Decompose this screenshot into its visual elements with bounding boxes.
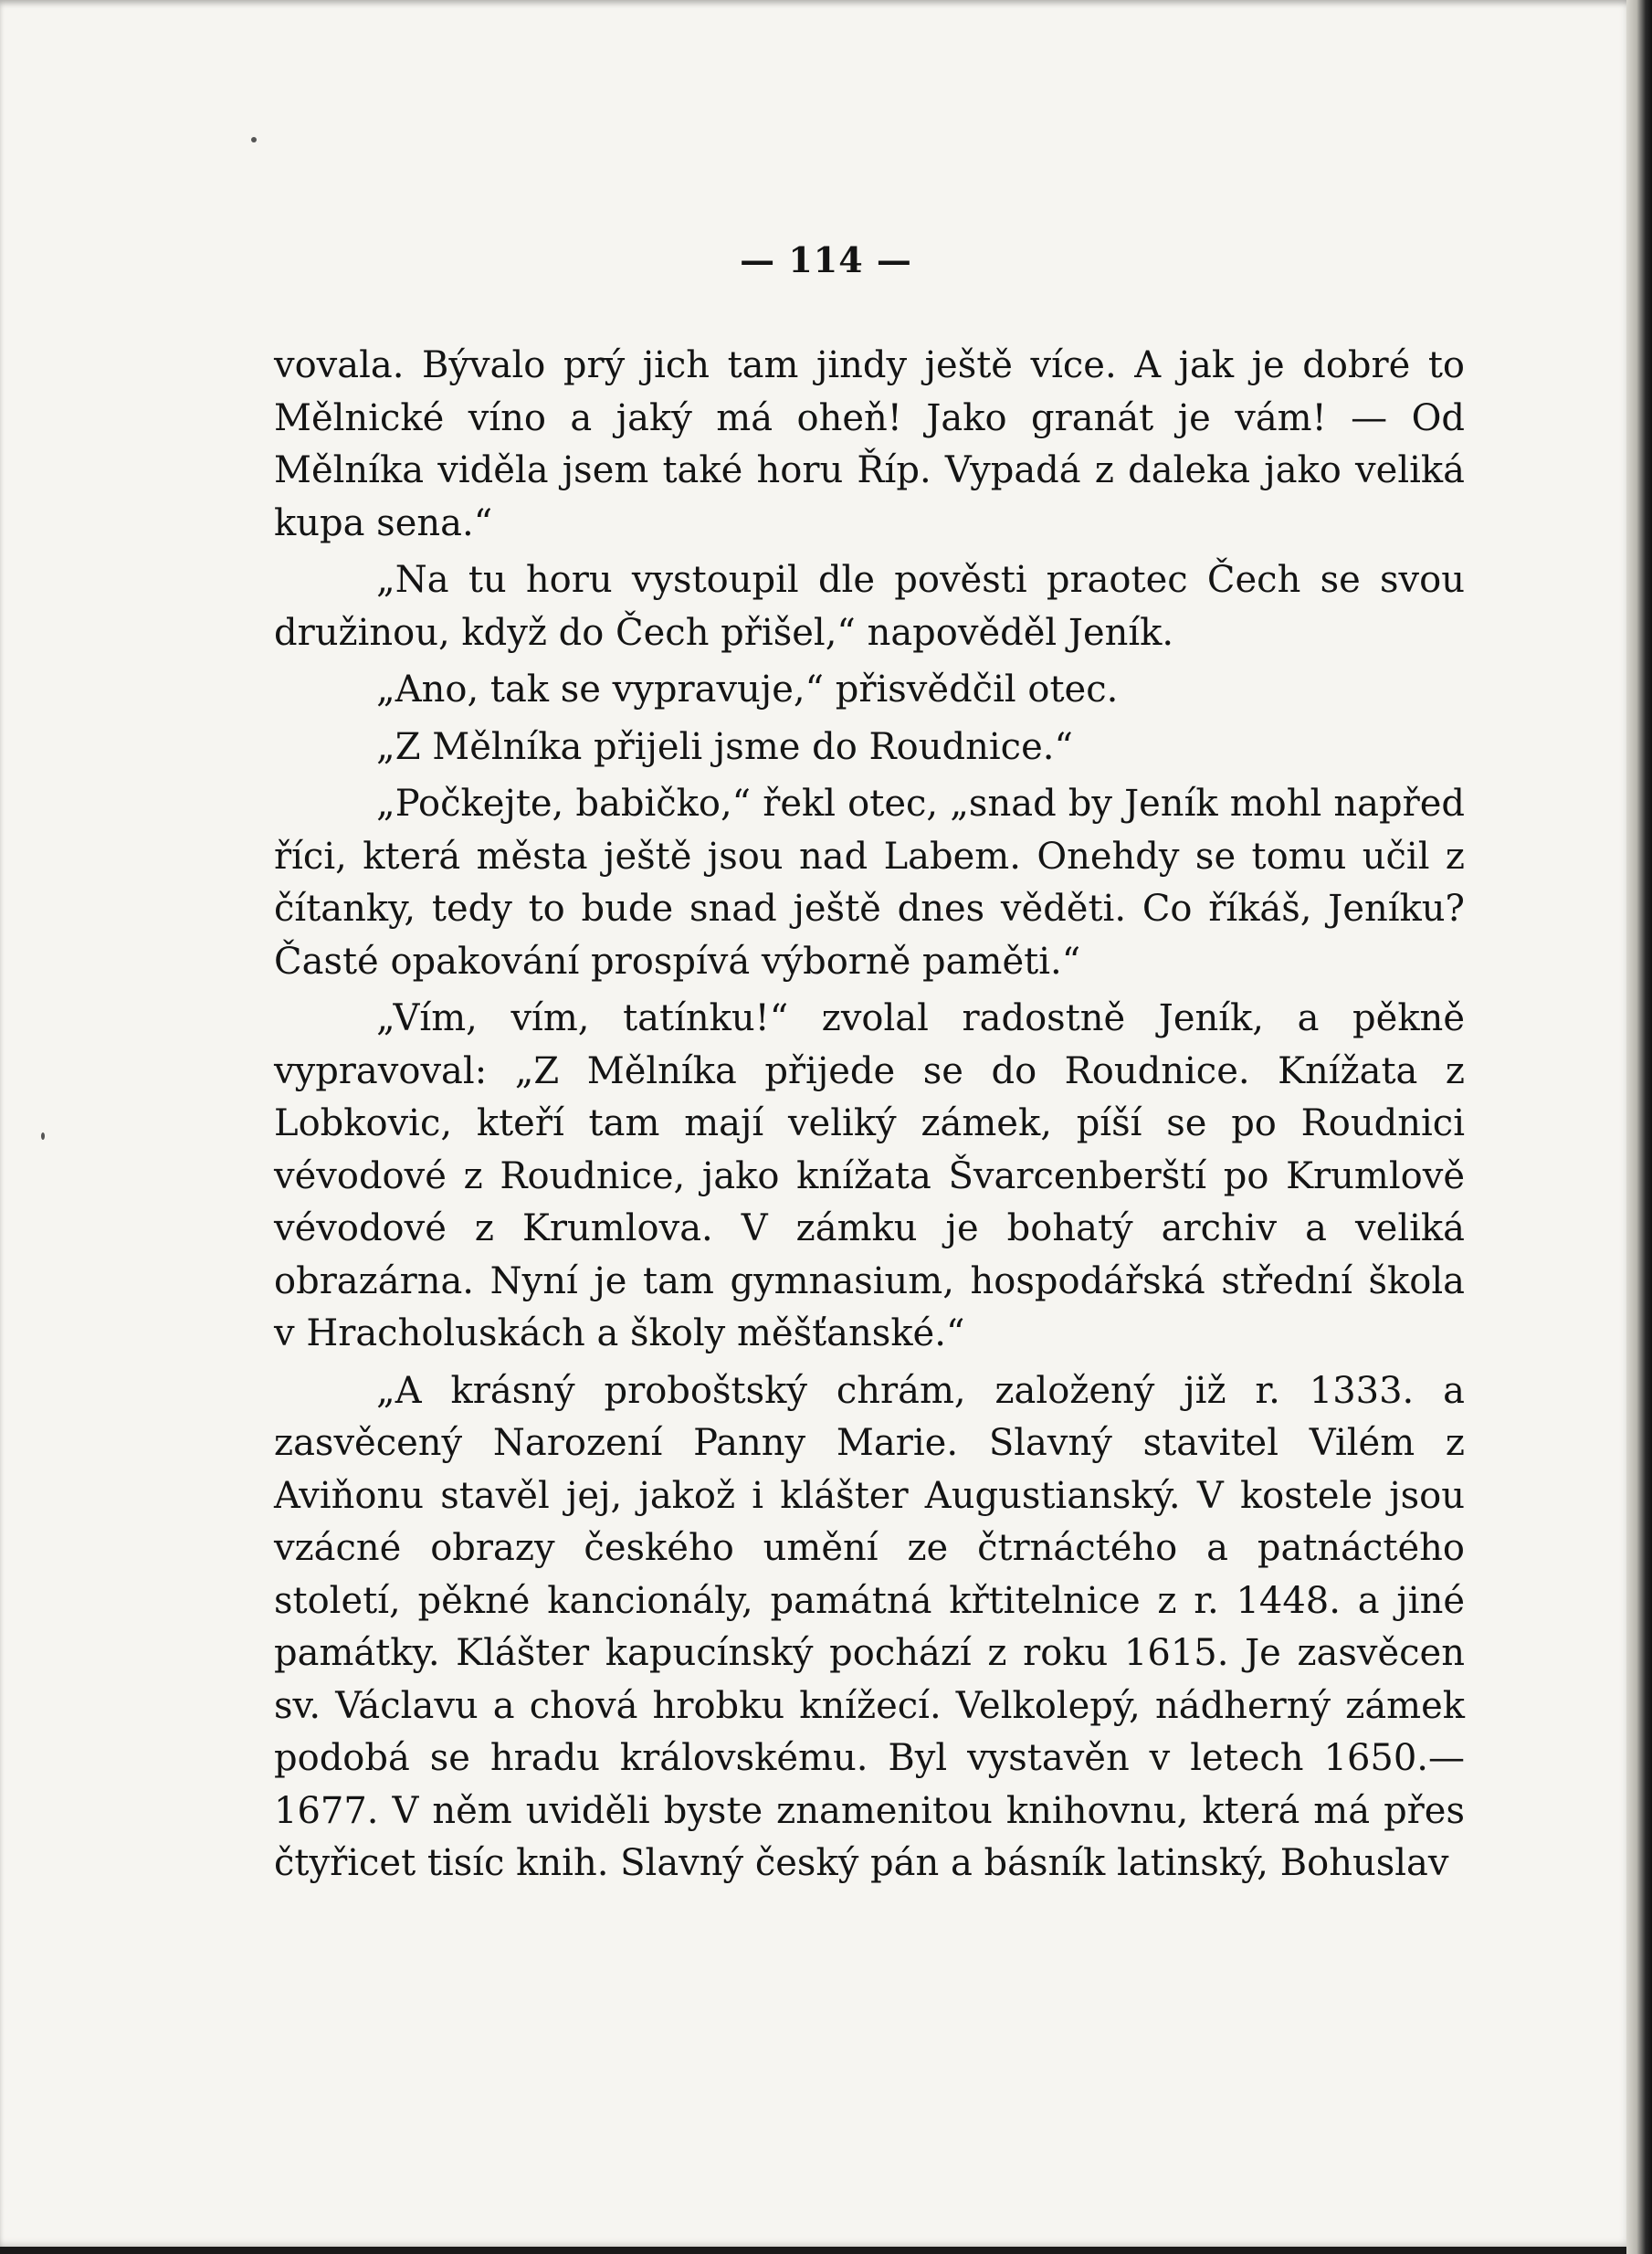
paper-speck xyxy=(251,137,257,142)
paragraph: „Na tu horu vystoupil dle pověsti praotec Čech se svou družinou, když do Čech přišel,“ napověděl Jeník. xyxy=(274,559,1465,654)
page-number: — 114 — xyxy=(740,239,912,280)
paragraph: „Ano, tak se vypravuje,“ přisvědčil otec. xyxy=(376,669,1119,711)
paragraph: vovala. Bývalo prý jich tam jindy ještě více. A jak je dobré to Mělnické víno a jaký má oheň! Jako granát je vám! — Od Mělníka viděla jsem také horu Říp. Vypadá z daleka jako veliká kupa sena.“ xyxy=(274,344,1465,544)
paragraph: „Z Mělníka přijeli jsme do Roudnice.“ xyxy=(376,725,1073,768)
paper-speck xyxy=(41,1132,45,1140)
page-text xyxy=(274,340,1465,1891)
page-edge-shadow xyxy=(1626,0,1652,2254)
paragraph: „Počkejte, babičko,“ řekl otec, „snad by Jeník mohl napřed říci, která města ještě jsou nad Labem. Onehdy se tomu učil z čítanky, tedy to bude snad ještě dnes věděti. Co říkáš, Jeníku? Časté opakování prospívá výborně paměti.“ xyxy=(274,783,1465,983)
paragraph: „A krásný proboštský chrám, založený již r. 1333. a zasvěcený Narození Panny Marie. Slavný stavitel Vilém z Aviňonu stavěl jej, jakož i klášter Augustianský. V kostele jsou vzácné obrazy českého umění ze čtrnáctého a patnáctého století, pěkné kancionály, památná křtitelnice z r. 1448. a jiné památky. Klášter kapucínský pochází z roku 1615. Je zasvěcen sv. Václavu a chová hrobku knížecí. Velkolepý, nádherný zámek podobá se hradu královskému. Byl vystavěn v letech 1650.—1677. V něm uviděli byste znamenitou knihovnu, která má přes čtyřicet tisíc knih. Slavný český pán a básník latinský, Bohuslav xyxy=(274,1369,1465,1884)
paragraph: „Vím, vím, tatínku!“ zvolal radostně Jeník, a pěkně vypravoval: „Z Mělníka přijede se do Roudnice. Knížata z Lobkovic, kteří tam mají veliký zámek, píší se po Roudnici vévodové z Roudnice, jako knížata Švarcenberští po Krumlově vévodové z Krumlova. V zámku je bohatý archiv a veliká obrazárna. Nyní je tam gymnasium, hospodářská střední škola v Hracholuskách a školy měšťanské.“ xyxy=(274,997,1465,1354)
